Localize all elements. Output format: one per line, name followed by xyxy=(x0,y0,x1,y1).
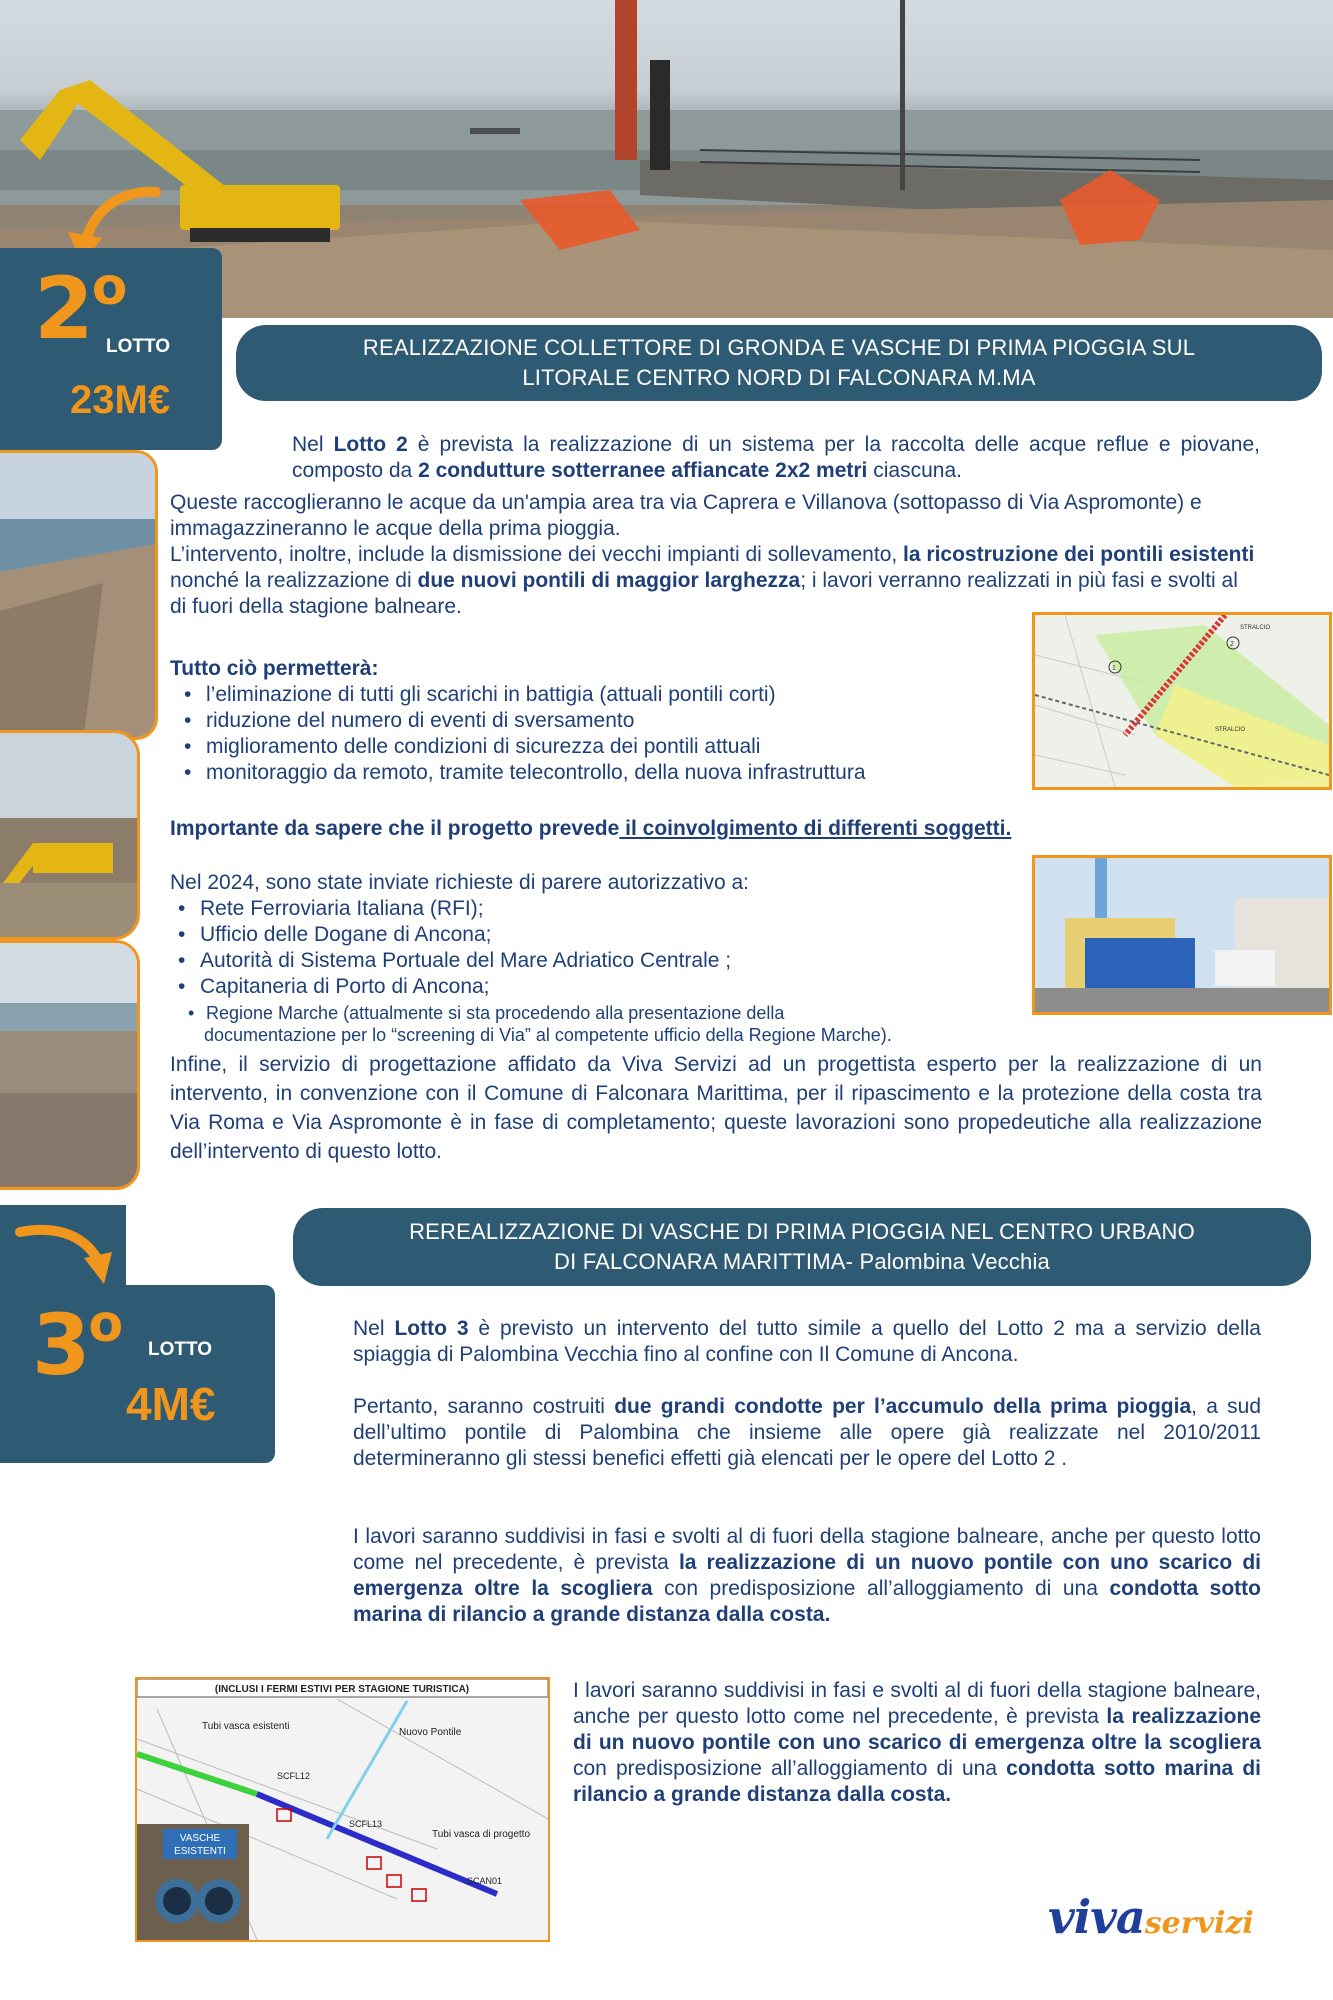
lotto2-paragraph-2: Queste raccoglieranno le acque da un'ampia area tra via Caprera e Villanova (sottopasso di Via Aspromonte) e immagazzineranno le acque della prima pioggia. xyxy=(170,491,1202,540)
diagram-header: (INCLUSI I FERMI ESTIVI PER STAGIONE TURISTICA) xyxy=(214,1684,470,1695)
diagram-label-nuovo-pontile: Nuovo Pontile xyxy=(399,1727,462,1738)
diagram-label-scan01: SCAN01 xyxy=(467,1876,503,1886)
logo-viva: viva xyxy=(1048,1890,1145,1944)
requests-intro: Nel 2024, sono state inviate richieste di parere autorizzativo a: xyxy=(170,871,749,894)
lotto3-paragraph-4: I lavori saranno suddivisi in fasi e svolti al di fuori della stagione balneare, anche per questo lotto come nel precedente, è prevista la realizzazione di un nuovo pontile con uno scarico di emergenza oltre la scogliera con predisposizione all’alloggiamento di una condotta sotto marina di rilancio a grande distanza dalla costa. xyxy=(573,1679,1261,1806)
benefit-item: • l’eliminazione di tutti gli scarichi in battigia (attuali pontili corti) xyxy=(172,682,1032,708)
benefits-title: Tutto ciò permetterà: xyxy=(170,657,379,680)
lotto2-badge xyxy=(0,248,222,450)
lotto2-intro: Nel Lotto 2 è prevista la realizzazione di un sistema per la raccolta delle acque reflue e piovane, composto da 2 condutture sotterranee affiancate 2x2 metri ciascuna. xyxy=(292,433,1260,482)
inset-label-line1: VASCHE xyxy=(179,1833,221,1844)
diagram-label-scfl13: SCFL13 xyxy=(349,1819,383,1829)
lotto2-label: LOTTO xyxy=(106,336,171,357)
lotto2-title-line1: REALIZZAZIONE COLLETTORE DI GRONDA E VASCHE DI PRIMA PIOGGIA SUL xyxy=(362,335,1196,360)
lotto3-title-line2: DI FALCONARA MARITTIMA- Palombina Vecchia xyxy=(553,1249,1050,1274)
lotto3-paragraph-3: I lavori saranno suddivisi in fasi e svolti al di fuori della stagione balneare, anche per questo lotto come nel precedente, è prevista la realizzazione di un nuovo pontile con uno scarico di emergenza oltre la scogliera con predisposizione all’alloggiamento di una condotta sotto marina di rilancio a grande distanza dalla costa. xyxy=(353,1525,1261,1626)
map1-num-1: 1 xyxy=(1112,665,1116,672)
beach-photo-2 xyxy=(0,940,140,1190)
map1-label-b: STRALCIO xyxy=(1215,727,1246,733)
benefit-item: • miglioramento delle condizioni di sicurezza dei pontili attuali xyxy=(172,734,1032,760)
diagram-label-tubi-progetto: Tubi vasca di progetto xyxy=(432,1829,531,1840)
lotto3-label: LOTTO xyxy=(148,1339,213,1360)
diagram-label-scfl12: SCFL12 xyxy=(277,1771,311,1781)
diagram-label-tubi-esistenti: Tubi vasca esistenti xyxy=(202,1721,290,1732)
lotto3-paragraph-2: Pertanto, saranno costruiti due grandi condotte per l’accumulo della prima pioggia, a sud dell’ultimo pontile di Palombina che insieme alle opere già realizzate nel 2010/2011 determineranno gli stessi benefici effetti già elencati per le opere del Lotto 2 . xyxy=(353,1395,1261,1470)
benefit-item: • monitoraggio da remoto, tramite telecontrollo, della nuova infrastruttura xyxy=(172,760,1032,786)
benefit-item: • riduzione del numero di eventi di sversamento xyxy=(172,708,1032,734)
request-item: • Capitaneria di Porto di Ancona; xyxy=(166,974,1026,1000)
important-note: Importante da sapere che il progetto prevede il coinvolgimento di differenti soggetti. xyxy=(170,817,1012,840)
requests-list xyxy=(166,896,1026,1000)
logo-servizi: servizi xyxy=(1144,1906,1254,1941)
map1-num-2: 2 xyxy=(1230,641,1234,648)
bullet-icon: • xyxy=(188,1003,195,1023)
lotto3-badge xyxy=(0,1285,275,1463)
lotto2-title xyxy=(236,325,1322,401)
lotto2-title-line2: LITORALE CENTRO NORD DI FALCONARA M.MA xyxy=(522,365,1036,390)
map1-label-a: STRALCIO xyxy=(1240,625,1271,631)
project-diagram xyxy=(135,1677,550,1942)
request-item: • Autorità di Sistema Portuale del Mare Adriatico Centrale ; xyxy=(166,948,1026,974)
request-item: • Rete Ferroviaria Italiana (RFI); xyxy=(166,896,1026,922)
lotto3-title xyxy=(293,1208,1311,1286)
excavator-photo xyxy=(0,730,140,940)
lotto2-amount: 23M€ xyxy=(70,378,171,422)
lotto3-amount: 4M€ xyxy=(126,1378,216,1430)
lotto2-closing: Infine, il servizio di progettazione affidato da Viva Servizi ad un progettista esperto per la realizzazione di un intervento, in convenzione con il Comune di Falconara Marittima, per il ripascimento e la protezione della costa tra Via Roma e Via Aspromonte è in fase di completamento; queste lavorazioni sono propedeutiche alla realizzazione dell’intervento di questo lotto. xyxy=(170,1053,1262,1163)
lotto2-paragraph-3: L’intervento, inoltre, include la dismissione dei vecchi impianti di sollevamento, la ricostruzione dei pontili esistenti nonché la realizzazione di due nuovi pontili di maggior larghezza; i lavori verranno realizzati in più fasi e svolti al di fuori della stagione balneare. xyxy=(170,543,1255,618)
lotto3-number: 3$^o$ xyxy=(32,1293,122,1394)
street-photo xyxy=(1032,855,1332,1015)
project-map-1 xyxy=(1032,612,1332,790)
benefits-list xyxy=(172,682,1032,786)
beach-photo-1 xyxy=(0,450,158,740)
viva-servizi-logo xyxy=(1048,1890,1254,1944)
curved-arrow-icon-overlay xyxy=(12,1218,122,1288)
request-item: • Ufficio delle Dogane di Ancona; xyxy=(166,922,1026,948)
lotto3-paragraph-1: Nel Lotto 3 è previsto un intervento del tutto simile a quello del Lotto 2 ma a servizio della spiaggia di Palombina Vecchia fino al confine con Il Comune di Ancona. xyxy=(353,1317,1261,1366)
lotto3-title-line1: REREALIZZAZIONE DI VASCHE DI PRIMA PIOGGIA NEL CENTRO URBANO xyxy=(409,1219,1195,1244)
inset-label-line2: ESISTENTI xyxy=(174,1846,226,1857)
lotto2-number: 2$^o$ xyxy=(34,257,126,359)
request-item-last: • Regione Marche (attualmente si sta procedendo alla presentazione della documentazione per lo “screening di Via” al competente ufficio della Regione Marche). xyxy=(188,1003,892,1045)
